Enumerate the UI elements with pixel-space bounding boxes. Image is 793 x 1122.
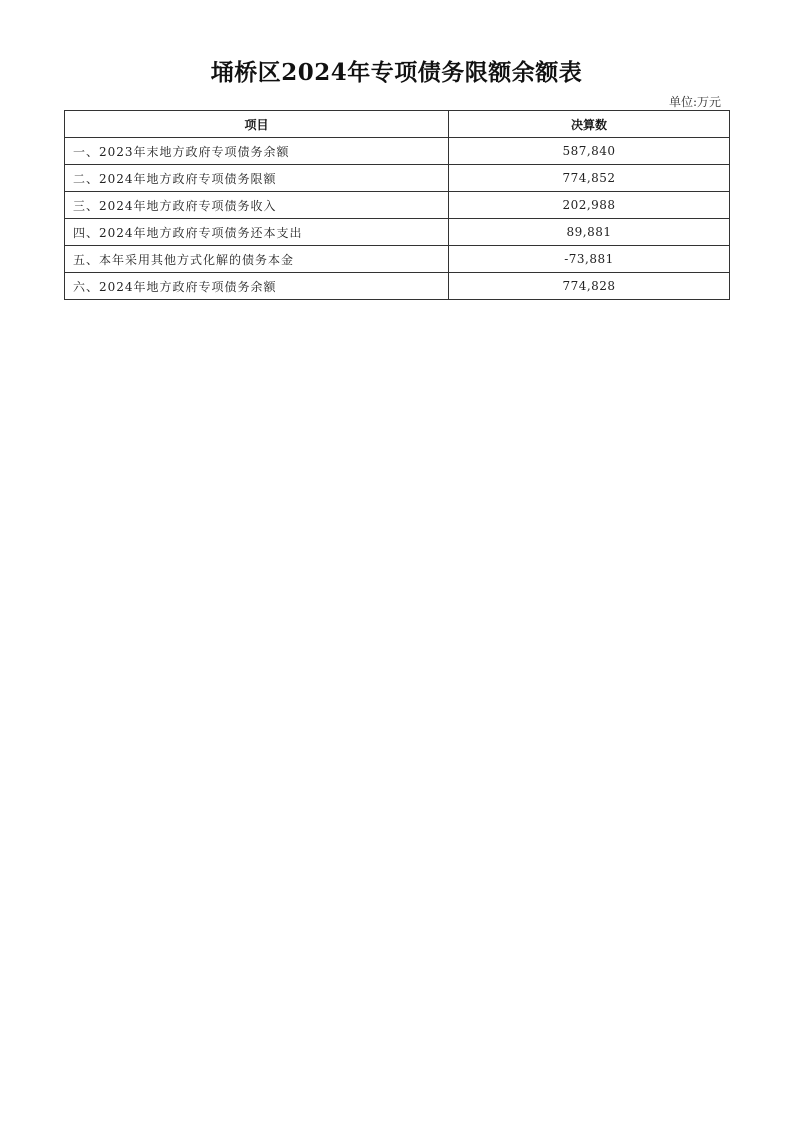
row-item-label: 一、2023年末地方政府专项债务余额 — [65, 138, 449, 165]
header-value: 决算数 — [449, 111, 730, 138]
row-item-label: 三、2024年地方政府专项债务收入 — [65, 192, 449, 219]
row-value: 774,852 — [449, 165, 730, 192]
table-row — [65, 219, 730, 246]
table-row — [65, 246, 730, 273]
debt-limit-balance-table — [64, 110, 730, 300]
row-item-label: 二、2024年地方政府专项债务限额 — [65, 165, 449, 192]
row-value: -73,881 — [449, 246, 730, 273]
table-row — [65, 138, 730, 165]
row-value: 202,988 — [449, 192, 730, 219]
row-value: 774,828 — [449, 273, 730, 300]
row-item-label: 六、2024年地方政府专项债务余额 — [65, 273, 449, 300]
row-value: 89,881 — [449, 219, 730, 246]
table-row — [65, 165, 730, 192]
table-row — [65, 192, 730, 219]
page-title: 埇桥区2024年专项债务限额余额表 — [210, 59, 583, 86]
row-item-label: 五、本年采用其他方式化解的债务本金 — [65, 246, 449, 273]
table-row — [65, 273, 730, 300]
table-header-row — [65, 111, 730, 138]
unit-label: 单位:万元 — [668, 95, 721, 109]
row-value: 587,840 — [449, 138, 730, 165]
row-item-label: 四、2024年地方政府专项债务还本支出 — [65, 219, 449, 246]
header-item: 项目 — [65, 111, 449, 138]
